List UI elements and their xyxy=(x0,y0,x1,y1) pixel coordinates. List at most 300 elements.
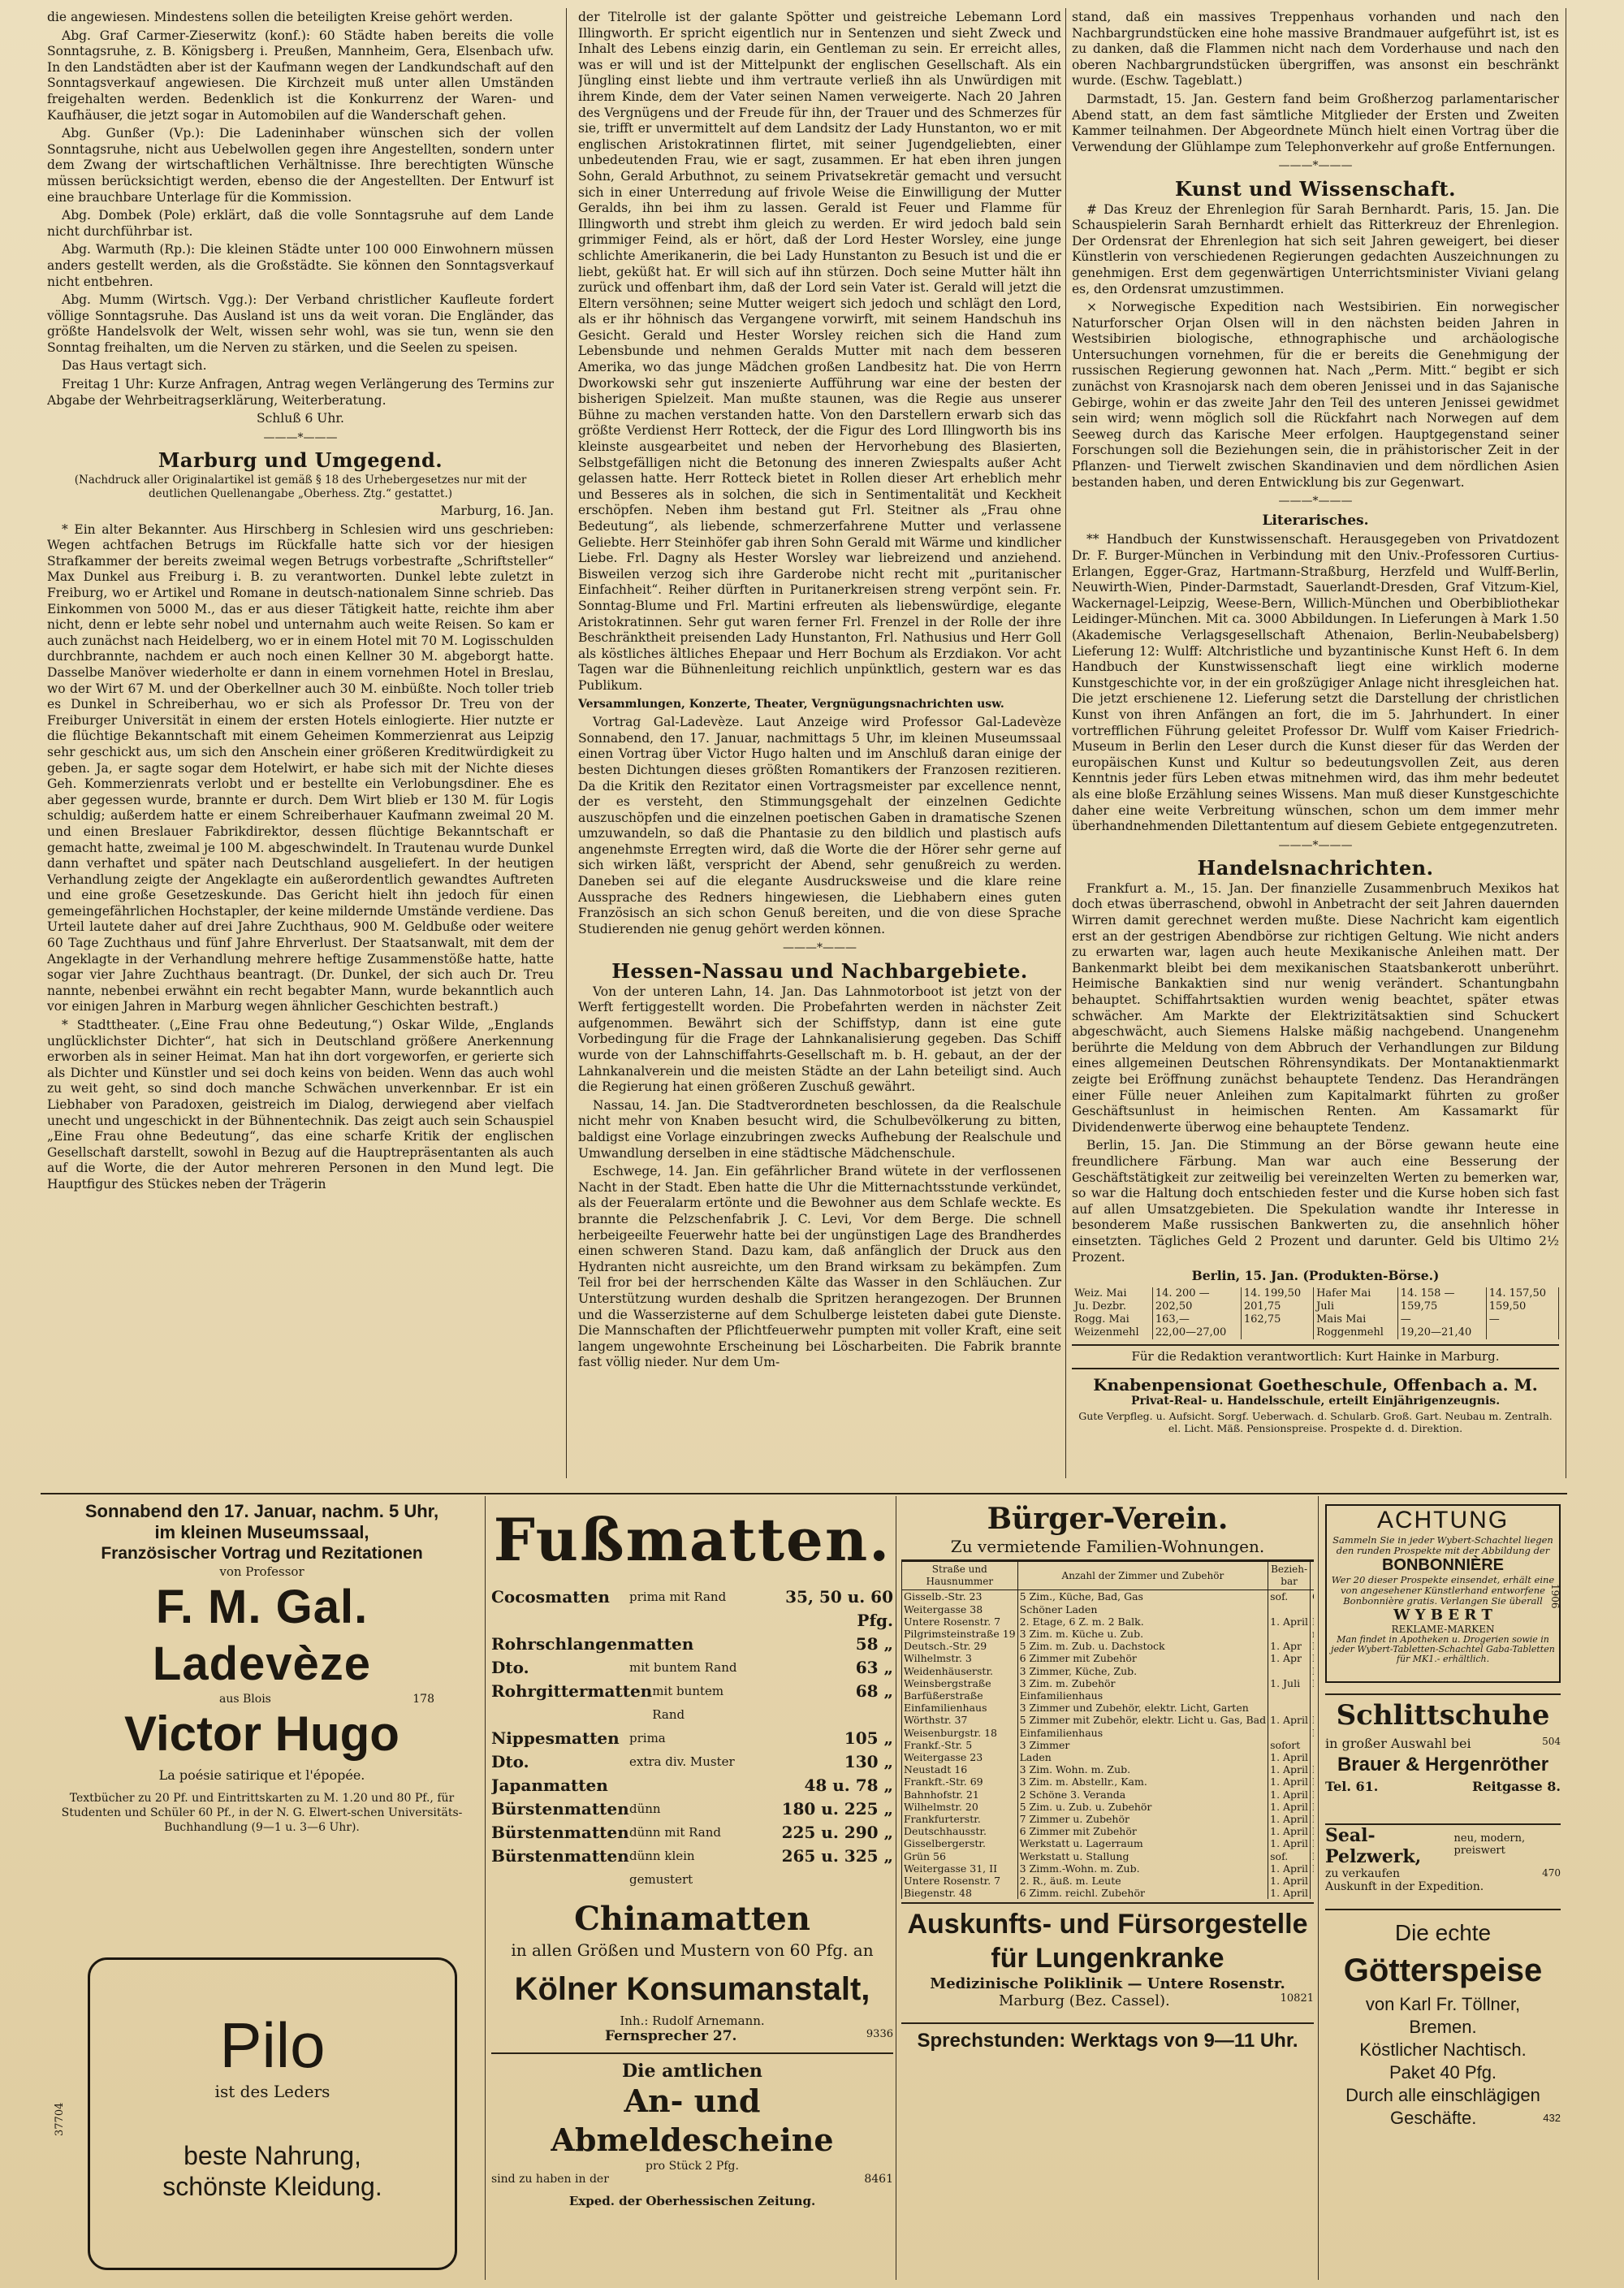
list-item xyxy=(491,1845,893,1892)
table-cell: Einfamilienhaus xyxy=(1017,1689,1268,1702)
item-detail: prima xyxy=(629,1731,666,1745)
pilo-ad xyxy=(88,1957,457,2270)
table-cell: 1. April xyxy=(1268,1813,1311,1825)
clinic-subtitle: für Lungenkranke xyxy=(991,1943,1224,1974)
table-cell xyxy=(1311,1652,1314,1664)
table-cell xyxy=(1241,1326,1313,1339)
column-1 xyxy=(47,10,554,1480)
table-cell xyxy=(1311,1788,1314,1801)
article-paragraph: Schluß 6 Uhr. xyxy=(257,411,344,426)
table-cell: Biegenstr. 48 xyxy=(902,1887,1018,1899)
forms-publisher: Exped. der Oberhessischen Zeitung. xyxy=(568,2194,816,2208)
table-cell: — xyxy=(1397,1313,1486,1326)
item-detail: mit buntem Rand xyxy=(629,1660,737,1675)
table-cell xyxy=(1311,1603,1314,1615)
item-name: Dto. xyxy=(491,1658,529,1677)
table-cell: Hafer Mai xyxy=(1314,1287,1398,1300)
table-row xyxy=(902,1837,1315,1849)
editor-note: Für die Redaktion verantwortlich: Kurt Hainke in Marburg. xyxy=(1072,1344,1559,1370)
item-price: 225 u. 290 „ xyxy=(781,1823,893,1842)
table-cell: 1. April xyxy=(1268,1775,1311,1788)
forms-price: pro Stück 2 Pfg. xyxy=(646,2160,739,2173)
table-cell: Frankft.-Str. 69 xyxy=(902,1775,1018,1788)
forms-row xyxy=(491,2173,893,2186)
article-paragraph: * Stadttheater. („Eine Frau ohne Bedeutung,“) Oskar Wilde, „Englands unglücklichster Dichter“, hat sich in Deutschland größere Anerkennung erworben als in seiner Heimat. Man hat ihn dort vorgeworfen, er gerierte sich als Dichter und Künstler und sei doch keins von beiden. Wenn das auch wohl zu weit geht, so sind doch manche Schwächen unverkennbar. Er ist ein Liebhaber von Paradoxen, geistreich im Dialog, derwiegend aber vielfach unecht und ungeschickt in der Bühnentechnik. Das zeigt auch sein Schauspiel „Eine Frau ohne Bedeutung“, das eine scharfe Kritik der englischen Gesellschaft darstellt, sowohl in Bezug auf die Hauptrepräsentanten als auch auf die Worte, die der Autor mehreren Personen in den Mund legt. Die Hauptfigur des Stückes neben der Trägerin xyxy=(47,1018,554,1192)
list-item xyxy=(491,1797,893,1821)
pilo-tagline: ist des Leders xyxy=(214,2082,330,2101)
table-cell xyxy=(1311,1801,1314,1813)
article-paragraph: Abg. Gunßer (Vp.): Die Ladeninhaber wünschen sich der vollen Sonntagsruhe, nicht aus Uebelwollen gegen ihre Angestellten, sondern unter dem Zwang der wirtschaftlichen Verhältnisse. Ihre berechtigten Wünsche müssen berücksichtigt werden, ebenso die der Angestellten. Der Entwurf ist eine brauchbare Unterlage für die Kommission. xyxy=(47,126,554,205)
clinic-city-row xyxy=(901,1992,1314,2009)
table-cell: Pilgrimsteinstraße 19 xyxy=(902,1628,1018,1640)
item-detail: mit buntem Rand xyxy=(652,1684,724,1722)
ad-code: 1906 xyxy=(1549,1584,1561,1609)
clinic-title: Auskunfts- und Fürsorgestelle xyxy=(907,1909,1308,1940)
table-cell: Einfamilienhaus xyxy=(1017,1727,1268,1739)
article-paragraph: der Titelrolle ist der galante Spötter und geistreiche Lebemann Lord Illingworth. Er spricht eigentlich nur in Sentenzen und sieht Zweck und Inhalt des Lebens einzig darin, ein Gentleman zu sein. Er erreicht alles, was er will und ist der Mittelpunkt der englischen Gesellschaft. Als ein Jüngling einst liebte und ihm vertraute verließ ihn als Unwürdigen mit ihrem Kinde, dem der Vater seinen Namen verweigerte. Nach 20 Jahren des Vergnügens und der Freude für ihn, der Trauer und des Schmerzes für sie, trifft er unvermittelt auf dem Landsitz der Lady Hunstanton, wo er mit englischen Aristokratinnen flirtet, mit seiner Jugendgeliebten, einer unbedeutenden Frau, wie er sagt, zusammen. Er hat eben ihren jungen Sohn, Gerald Arbuthnot, zu seinem Privatsekretär gemacht und versucht sich in einer Unterredung auf frivole Weise die Einwilligung der Mutter Geralds, ihn bei ihm zu lassen. Gerald ist Feuer und Flamme für Illingworth und strebt ihm gleich zu werden. Er wird jedoch bald sein grimmiger Feind, als er hört, daß der Lord Hester Worsley, eine junge schlichte Amerikanerin, die bei Lady Hunstanton zu Besuch ist und die er liebt, geküßt hat. Er will sich auf ihn stürzen. Doch seine Mutter hält ihn zurück und offenbart ihm, daß der Lord sein Vater ist. Gerald will jetzt die Eltern versöhnen; seine Mutter weigert sich jedoch und schlägt den Lord, als er ihr höhnisch das Vergangene vorwirft, mit seinem Handschuh ins Gesicht. Gerald und Hester Worsley reichen sich die Hand zum Lebensbunde und nehmen Geralds Mutter mit nach dem besseren Amerika, wo das junge Mädchen großen Landbesitz hat. Die von Herrn Dworkowski sehr gut inszenierte Aufführung war eine der besten der bisherigen Spielzeit. Man mußte staunen, was die Regie aus unserer Bühne zu machen verstanden hatte. Von den Darstellern erwarb sich das größte Verdienst Herr Rotteck, der die Figur des Lord Illingworth bis ins kleinste ausgearbeitet und neben der Hervorhebung des Blasierten, Selbstgefälligen nicht die Betonung des inneren Zwiespalts außer Acht gelassen hatte. Herr Rotteck bietet in Rollen dieser Art erheblich mehr und Besseres als in solchen, die sich in Sentimentalität und Keckheit erschöpfen. Neben ihm bestand gut Frl. Steitner als „Frau ohne Bedeutung“, als liebende, schmerzerfahrene Mutter und verlassene Geliebte. Herr Steinhöfer gab ihren Sohn Gerald mit Wärme und kindlicher Liebe. Frl. Dagny als Hester Worsley war liebreizend und anziehend. Bisweilen verzog sich ihre Garderobe nicht recht mit „puritanischer Einfachheit“. Reiher dürften in Puritanerkreisen streng verpönt sein. Fr. Sonntag-Blume und Frl. Martini erfreuten als liebenswürdige, elegante Aristokratinnen. Sehr gut waren ferner Frl. Frenzel in der Rolle der ihre Beschränktheit preisenden Lady Hunstanton, Frl. Nathusius und Herr Goll als köstliches ältliches Ehepaar und Herr Bochum als Erzdiakon. Vor acht Tagen war die Bühnenleitung reichlich unpünktlich, gestern war es das Publikum. xyxy=(578,10,1061,693)
item-name: Japanmatten xyxy=(491,1775,608,1795)
table-cell xyxy=(1311,1714,1314,1726)
article-paragraph: ** Handbuch der Kunstwissenschaft. Herausgegeben von Privatdozent Dr. F. Burger-München in Verbindung mit den Univ.-Professoren Curtius-Erlangen, Egger-Graz, Hartmann-Straßburg, Herzfeld und Wulff-Berlin, Neuwirth-Wien, Pinder-Darmstadt, Sauerlandt-Dresden, Graf Vitzum-Kiel, Wackernagel-Leipzig, Weese-Bern, Willich-München und Oberbibliothekar Leidinger-München. Mit ca. 3000 Abbildungen. In Lieferungen à Mark 1.50 (Akademische Verlagsgesellschaft Athenaion, Berlin-Neubabelsberg) Lieferung 12: Wulff: Altchristliche und byzantinische Kunst Heft 6. In dem Handbuch der Kunstwissenschaft liegt eine wirklich moderne Kunstgeschichte vor, in der ein großzügiger Anlage nicht ihresgleichen hat. Die jetzt erschienene 12. Lieferung setzt die Darstellung der christlichen Kunst von ihren Anfängen an fort, die im 5. Jahrhundert. In einer vortrefflichen Führung geleitet Professor Dr. Wulff vom Kaiser Friedrich-Museum in Berlin den Leser durch die Kunst dieser für das Werden der europäischen Kunst und Kultur so bedeutungsvollen Zeit, aus deren Kenntnis jeder fürs Leben etwas mitnehmen wird, das ihm mehr bedeutet als eine bloße Erzählung seines Wissens. Man muß dieser Kunstgeschichte daher eine weite Verbreitung wünschen, schon um dem immer mehr überhandnehmenden Dilettantentum auf diesem Gebiete entgegenzutreten. xyxy=(1072,532,1559,834)
mats-ad xyxy=(491,1501,893,2273)
school-ad xyxy=(1072,1375,1559,1434)
item-price: 68 „ xyxy=(855,1681,893,1701)
section-heading: Hessen-Nassau und Nachbargebiete. xyxy=(611,959,1028,984)
table-cell xyxy=(1311,1813,1314,1825)
article-paragraph: Von der unteren Lahn, 14. Jan. Das Lahnmotorboot ist jetzt von der Werft fertiggestellt worden. Die Probefahrten werden in nächster Zeit aufgenommen. Bewährt sich der Schiffstyp, dann ist eine gute Vorbedingung für die Frage der Lahnkanalisierung gegeben. Das Schiff wurde von der Lahnschiffahrts-Gesellschaft m. b. H. gebaut, an der der Lahnkanalverein und die meisten Städte an der Lahn beteiligt sind. Auch die Regierung hat einen größeren Zuschuß gewährt. xyxy=(578,984,1061,1095)
table-row xyxy=(902,1702,1315,1714)
mats-price-list xyxy=(491,1585,893,1892)
item-price: 63 „ xyxy=(855,1658,893,1677)
table-row xyxy=(902,1850,1315,1862)
table-cell: Schöner Laden xyxy=(1017,1603,1268,1615)
separator: ———*——— xyxy=(263,430,338,444)
table-cell xyxy=(1268,1727,1311,1739)
table-cell: 1. April xyxy=(1268,1788,1311,1801)
table-cell: Werkstatt u. Stallung xyxy=(1017,1850,1268,1862)
clinic-city: Marburg (Bez. Cassel). xyxy=(999,1992,1170,2010)
table-row xyxy=(902,1788,1315,1801)
item-detail xyxy=(693,1633,755,1656)
list-item xyxy=(491,1727,893,1750)
article-paragraph: Nassau, 14. Jan. Die Stadtverordneten beschlossen, da die Realschule nicht mehr von Knaben besucht wird, die Schulbevölkerung zu bitten, baldigst eine Vorlage einzubringen zwecks Aufhebung der Realschule und Umwandlung derselben in eine städtische Mädchenschule. xyxy=(578,1097,1061,1161)
skates-title: Schlittschuhe xyxy=(1336,1699,1550,1732)
table-cell: 2 Schöne 3. Veranda xyxy=(1017,1788,1268,1801)
item-detail xyxy=(629,1774,755,1797)
pudding-claim: Köstlicher Nachtisch. xyxy=(1359,2039,1527,2060)
table-cell: Frankfurterstr. xyxy=(902,1813,1018,1825)
table-cell: Laden xyxy=(1017,1751,1268,1763)
table-row xyxy=(902,1775,1315,1788)
table-cell xyxy=(1311,1628,1314,1640)
table-cell: Untere Rosenstr. 7 xyxy=(902,1615,1018,1628)
table-cell: 6 Zimmer mit Zubehör xyxy=(1017,1825,1268,1837)
table-cell: 3 Zim. m. Abstellr., Kam. xyxy=(1017,1775,1268,1788)
ad-code: 8461 xyxy=(864,2173,893,2186)
article-paragraph: Freitag 1 Uhr: Kurze Anfragen, Antrag wegen Verlängerung des Termins zur Abgabe der Wehrbeitragserklärung, Weiterberatung. xyxy=(47,377,554,408)
lecture-by: von Professor xyxy=(219,1564,304,1579)
table-cell: Untere Rosenstr. 7 xyxy=(902,1875,1018,1887)
item-price: 130 „ xyxy=(844,1752,893,1771)
article-paragraph: Eschwege, 14. Jan. Ein gefährlicher Brand wütete in der verflossenen Nacht in der Stadt. Eben hatte die Uhr die Mitternachtsstunde verkündet, als der Feueralarm ertönte und die Bewohner aus dem Schlafe weckte. Es brannte die Pelzschenfabrik J. C. Levi, Vor dem Berge. Die schnell herbeigeeilte Feuerwehr hatte bei der ungünstigen Lage des Brandherdes einen schweren Stand. Dazu kam, daß anfänglich der Druck aus den Hydranten nicht ausreichte, um den Brand wirksam zu bekämpfen. Zum Teil fror bei der herrschenden Kälte das Wasser in den Schläuchen. Zur Unterstützung wurden deshalb die Spritzen herangezogen. Der Brunnen und die Wasserzisterne auf dem Schulberge leisteten dabei gute Dienste. Die Mannschaften der Pflichtfeuerwehr pumpten mit voller Kraft, eine seit langem ungewohnte Erscheinung bei Löscharbeiten. Die Fabrik brannte fast völlig nieder. Nur dem Um- xyxy=(578,1164,1061,1370)
forms-line: Die amtlichen xyxy=(622,2061,762,2082)
fur-subtitle: neu, modern, preiswert xyxy=(1453,1832,1526,1857)
skates-address: Reitgasse 8. xyxy=(1472,1779,1561,1794)
lecture-ad xyxy=(41,1501,483,1940)
wybert-ad xyxy=(1325,1504,1561,1683)
table-row xyxy=(902,1677,1315,1689)
separator: ———*——— xyxy=(1278,159,1353,173)
table-cell: 1. Juli xyxy=(1268,1677,1311,1689)
article-paragraph: stand, daß ein massives Treppenhaus vorhanden und nach den Nachbargrundstücken eine hohe massive Brandmauer aufgeführt ist, ist es zu danken, daß die Flammen nicht nach dem Vorderhause und nach den oberen Nachbargrundstücken übergriffen, was ansonst ein beschränkt wurde. (Eschw. Tageblatt.) xyxy=(1072,10,1559,89)
skates-phone: Tel. 61. xyxy=(1325,1779,1379,1794)
table-cell: sof. xyxy=(1268,1850,1311,1862)
stock-table xyxy=(1072,1287,1559,1339)
table-cell: sof. xyxy=(1268,1590,1311,1603)
table-cell: Wilhelmstr. 3 xyxy=(902,1652,1018,1664)
table-cell xyxy=(1311,1702,1314,1714)
lecture-origin: aus Blois xyxy=(219,1693,271,1706)
table-cell: 2. Etage, 6 Z. m. 2 Balk. xyxy=(1017,1615,1268,1628)
table-cell: 14. 200 — xyxy=(1152,1287,1241,1300)
article-paragraph: Abg. Mumm (Wirtsch. Vgg.): Der Verband christlicher Kaufleute fordert völlige Sonntagsruhe. Das Ausland ist uns da weit voran. Die Engländer, das größte Handelsvolk der Welt, wissen sehr wohl, was sie tun, wenn sie den Sonntag freihalten, um die Nerven zu stärken, und die Seelen zu speisen. xyxy=(47,292,554,355)
table-cell: Mais Mai xyxy=(1314,1313,1398,1326)
company-name: Kölner Konsumanstalt, xyxy=(514,1971,870,2007)
table-cell xyxy=(1311,1763,1314,1775)
section-heading: Literarisches. xyxy=(1262,512,1369,529)
table-cell: 1. April xyxy=(1268,1763,1311,1775)
table-row xyxy=(902,1714,1315,1726)
table-header-row xyxy=(902,1562,1315,1590)
achtung-title: ACHTUNG xyxy=(1376,1507,1510,1533)
table-row xyxy=(902,1615,1315,1628)
table-row xyxy=(902,1875,1315,1887)
article-paragraph: Vortrag Gal-Ladevèze. Laut Anzeige wird Professor Gal-Ladevèze Sonnabend, den 17. Januar, nachmittags 5 Uhr, im kleinen Museumssaal einen Vortrag über Victor Hugo halten und im Anschluß daran einige der besten Dichtungen dieses größten Romantikers der Franzosen rezitieren. Da die Kritik den Rezitator einen Vortragsmeister par excellence nennt, der es versteht, den Stimmungsgehalt der einzelnen Gedichte auszuschöpfen und die einzelnen poetischen Gaben in dramatische Szenen umzuwandeln, so daß die Phantasie zu den bildlich und plastisch aufs angenehmste Erregten wird, daß die Worte die der Hörer sehr gerne auf sich wirken läßt, verspricht der Abend, sehr genußreich zu werden. Daneben sei auf die elegante Ausdrucksweise und die klare reine Aussprache des Redners hingewiesen, die Liebhabern eines guten Französisch an sich schon Genuß bereiten, und die von diese Sprache Studierenden nie genug gehört werden können. xyxy=(578,715,1061,936)
table-row xyxy=(902,1603,1315,1615)
skates-ad xyxy=(1325,1693,1561,1817)
table-cell: Bahnhofstr. 21 xyxy=(902,1788,1018,1801)
table-cell: Roggenmehl xyxy=(1314,1326,1398,1339)
dateline: Marburg, 16. Jan. xyxy=(440,504,554,519)
ad-code: 504 xyxy=(1542,1736,1561,1747)
article-paragraph: Darmstadt, 15. Jan. Gestern fand beim Großherzog parlamentarischer Abend statt, an dem fast sämtliche Mitglieder der Ersten und Zweiten Kammer teilnahmen. Der Abgeordnete Münch hielt einen Vortrag über die Verwendung der Glühlampe zum Telephonverkehr auf große Entfernungen. xyxy=(1072,91,1559,154)
table-cell: 1. April xyxy=(1268,1825,1311,1837)
table-cell: 1. April xyxy=(1268,1751,1311,1763)
pudding-title: Götterspeise xyxy=(1343,1953,1543,1988)
table-row xyxy=(902,1763,1315,1775)
table-cell: Neustadt 16 xyxy=(902,1763,1018,1775)
lecture-origin-row xyxy=(41,1693,483,1706)
column-rule xyxy=(1065,8,1066,1478)
article-paragraph: die angewiesen. Mindestens sollen die beteiligten Kreise gehört werden. xyxy=(47,10,513,24)
company-owner: Inh.: Rudolf Arnemann. xyxy=(620,2013,765,2028)
table-cell: 3 Zimmer xyxy=(1017,1739,1268,1751)
table-cell: 5 Zimmer mit Zubehör, elektr. Licht u. Gas, Bad xyxy=(1017,1714,1268,1726)
wybert-brand: W Y B E R T xyxy=(1393,1607,1492,1624)
events-heading: Versammlungen, Konzerte, Theater, Vergnügungsnachrichten usw. xyxy=(578,697,1004,711)
table-row xyxy=(902,1862,1315,1875)
item-detail: extra div. Muster xyxy=(629,1754,735,1769)
item-name: Bürstenmatten xyxy=(491,1846,629,1866)
china-mats-sub: in allen Größen und Mustern von 60 Pfg. an xyxy=(511,1940,874,1960)
list-item xyxy=(491,1680,893,1727)
buerger-verein-ad xyxy=(901,1501,1314,2277)
school-body: Gute Verpfleg. u. Aufsicht. Sorgf. Ueberwach. d. Schularb. Groß. Gart. Neubau m. Zentralh. el. Licht. Mäß. Pensionspreise. Prospekte d. d. Direktion. xyxy=(1078,1409,1553,1434)
table-cell: 1. April xyxy=(1268,1837,1311,1849)
table-cell xyxy=(1311,1677,1314,1689)
achtung-brand: BONBONNIÈRE xyxy=(1381,1556,1504,1574)
table-cell xyxy=(1311,1590,1314,1603)
table-cell: 14. 199,50 xyxy=(1241,1287,1313,1300)
list-item xyxy=(491,1633,893,1656)
table-row xyxy=(902,1665,1315,1677)
item-name: Bürstenmatten xyxy=(491,1799,629,1819)
wybert-marks: REKLAME-MARKEN xyxy=(1391,1624,1495,1635)
table-cell xyxy=(1268,1702,1311,1714)
fur-line: Auskunft in der Expedition. xyxy=(1325,1880,1484,1893)
clinic-hours: Sprechstunden: Werktags von 9—11 Uhr. xyxy=(901,2022,1314,2053)
lecture-type: Französischer Vortrag und Rezitationen xyxy=(101,1544,423,1563)
lecture-subject: Victor Hugo xyxy=(124,1706,400,1761)
table-cell xyxy=(1311,1850,1314,1862)
lecture-venue: im kleinen Museumssaal, xyxy=(154,1522,369,1542)
copyright-note: (Nachdruck aller Originalartikel ist gemäß § 18 des Urhebergesetzes nur mit der deutlichen Quellenangabe „Oberhess. Ztg.“ gestattet.) xyxy=(74,474,527,501)
table-row xyxy=(902,1751,1315,1763)
item-name: Rohrschlangenmatten xyxy=(491,1634,694,1654)
table-row xyxy=(1072,1313,1559,1326)
buerger-subtitle: Zu vermietende Familien-Wohnungen. xyxy=(901,1537,1314,1561)
column-header xyxy=(1311,1562,1314,1590)
table-cell: Rogg. Mai xyxy=(1072,1313,1152,1326)
table-cell: Frankf.-Str. 5 xyxy=(902,1739,1018,1751)
skates-subtitle: in großer Auswahl bei xyxy=(1325,1736,1471,1751)
table-cell: Gisselb.-Str. 23 xyxy=(902,1590,1018,1603)
separator: ———*——— xyxy=(783,941,857,955)
separator: ———*——— xyxy=(1278,495,1353,508)
table-cell: 1. Apr xyxy=(1268,1652,1311,1664)
table-cell: 1. April xyxy=(1268,1862,1311,1875)
table-cell: Deutsch.-Str. 29 xyxy=(902,1640,1018,1652)
table-cell: 202,50 xyxy=(1152,1300,1241,1313)
pudding-intro: Die echte xyxy=(1394,1920,1492,1945)
lecture-date: Sonnabend den 17. Januar, nachm. 5 Uhr, xyxy=(84,1501,439,1521)
table-cell xyxy=(1311,1875,1314,1887)
table-row xyxy=(902,1727,1315,1739)
fur-title-row xyxy=(1325,1825,1561,1867)
table-cell: 162,75 xyxy=(1241,1313,1313,1326)
school-subtitle: Privat-Real- u. Handelsschule, erteilt Einjährigenzeugnis. xyxy=(1130,1394,1501,1408)
article-paragraph: * Ein alter Bekannter. Aus Hirschberg in Schlesien wird uns geschrieben: Wegen achtfachen Betrugs im Rückfalle hatte sich vor der hiesigen Strafkammer der bereits zweimal wegen Betrugs vorbestrafte „Schriftsteller“ Max Dunkel aus Freiburg i. B. zu verantworten. Dunkel lebte zuletzt in Freiburg, wo er Artikel und Romane in deutsch-nationalem Sinne schrieb. Das Einkommen von 5000 M., das er aus dieser Tätigkeit hatte, reichte ihm aber nicht, denn er lebte sehr nobel und unternahm auch weite Reisen. So kam er auch zunächst nach Heidelberg, wo er in einem Hotel mit 70 M. Logisschulden durchbrannte, nachdem er auch noch einen Kellner 30 M. abgeborgt hatte. Dasselbe Manöver wiederholte er dann in einem vornehmen Hotel in Breslau, wo der Wirt 67 M. und der Oberkellner auch 30 M. einbüßte. Noch toller trieb es Dunkel in Schreiberhau, wo er sich als Professor Dr. Treu von der Freiburger Universität in einem der ersten Hotels einlogierte. Hier nutzte er die flüchtige Bekanntschaft mit einem Geheimen Kommerzienrat aus Leipzig sehr geschickt aus, um sich den Anschein einer größeren Kreditwürdigkeit zu geben. Ja, er sagte sogar dem Hotelwirt, er habe sich mit der Nichte dieses Geh. Kommerzienrats verlobt und er bestellte ein Verlobungsdiner. Ehe es aber gegessen wurde, brannte er durch. Dem Wirt blieb er 130 M. für Logis schuldig; außerdem hatte er einem Schreiberhauer Kaufmann zweimal 20 M. und einen Breslauer Fabrikdirektor, dessen flüchtige Bekanntschaft er gemacht hatte, zweimal je 100 M. abgeschwindelt. In Trautenau wurde Dunkel dann verhaftet und später nach Deutschland ausgeliefert. In der heutigen Verhandlung zeigte der Angeklagte ein außerordentlich gewandtes Auftreten und eine große Gesetzeskunde. Das Gericht hielt ihn jedoch für einen gemeingefährlichen Hochstapler, der keine mildernde Umstände verdiene. Das Urteil lautete daher auf drei Jahre Zuchthaus, 900 M. Geldbuße oder weitere 60 Tage Zuchthaus und fünf Jahre Ehrverlust. Der Staatsanwalt, mit dem der Angeklagte in der Verhandlung mehrere heftige Zusammenstöße hatte, hatte sogar vier Jahre Zuchthaus beantragt. (Dr. Dunkel, der sich auch Dr. Treu nannte, nebenbei erwähnt ein recht begabter Mann, wurde bekanntlich auch vor einigen Jahren in Marburg wegen ähnlicher Geschichten bestraft.) xyxy=(47,521,554,1014)
item-detail: dünn mit Rand xyxy=(629,1825,722,1840)
table-cell: 201,75 xyxy=(1241,1300,1313,1313)
table-row xyxy=(902,1640,1315,1652)
item-price: 58 „ xyxy=(855,1634,893,1654)
lecture-subtitle: La poésie satirique et l'épopée. xyxy=(158,1767,365,1783)
table-row xyxy=(902,1801,1315,1813)
table-cell: 5 Zim., Küche, Bad, Gas xyxy=(1017,1590,1268,1603)
pudding-row xyxy=(1325,2107,1561,2130)
list-item xyxy=(491,1656,893,1680)
table-cell: Weidenhäuserstr. xyxy=(902,1665,1018,1677)
table-cell xyxy=(1268,1689,1311,1702)
table-cell: Juli xyxy=(1314,1300,1398,1313)
table-cell: 7 Zimmer u. Zubehör xyxy=(1017,1813,1268,1825)
table-cell: 6 Zimmer mit Zubehör xyxy=(1017,1652,1268,1664)
table-cell: Weitergasse 23 xyxy=(902,1751,1018,1763)
article-paragraph: Berlin, 15. Jan. Die Stimmung an der Börse gewann heute eine freundlichere Färbung. Man war auch eine Besserung der Geschäftstätigkeit zur zeitweilig bei vereinzelten Werten zu bemerken war, so war die Haltung doch entschieden fester und die Kurse hoben sich fast auf allen Umsatzgebieten. Die Spekulation wandte ihr Interesse in besonderem Maße russischen Bankwerten zu, die ansehnlich höher einsetzten. Tägliches Geld 2 Prozent und darunter. Geld bis Ultimo 2½ Prozent. xyxy=(1072,1138,1559,1265)
list-item xyxy=(491,1774,893,1797)
table-cell: Weinsbergstraße xyxy=(902,1677,1018,1689)
pudding-price: Paket 40 Pfg. xyxy=(1389,2062,1497,2083)
company-phone-row xyxy=(491,2028,893,2044)
item-name: Cocosmatten xyxy=(491,1587,610,1607)
skates-sub-row xyxy=(1325,1736,1561,1751)
forms-ad xyxy=(491,2052,893,2208)
section-heading: Handelsnachrichten. xyxy=(1197,856,1434,880)
item-detail: prima mit Rand xyxy=(629,1589,727,1604)
article-paragraph: Frankfurt a. M., 15. Jan. Der finanzielle Zusammenbruch Mexikos hat doch etwas überraschend, obwohl in Anbetracht der seit Jahren dauernden Wirren damit gerechnet werden mußte. Diese Nachricht kam eigentlich erst an der gestrigen Abendbörse zur richtigen Geltung. Wie nicht anders zu erwarten war, lagen auch heute Mexikanische Anleihen matt. Der Bankenmarkt bleibt bei dem mexikanischen Staatsbankerott unberührt. Heimische Bankaktien sind nur wenig verändert. Schantungbahn behauptet. Schiffahrtsaktien wurden wenig beachtet, später etwas schwächer. Am Markte der Elektrizitätsaktien sind Schuckert abgeschwächt, auch Siemens Halske mäßig nachgebend. Unangenehm berührte die Meldung von dem Abbruch der Verhandlungen zur Bildung eines allgemeinen Deutschen Röhrensyndikats. Der Montanaktienmarkt zeigte bei Eröffnung zunächst behauptete Tendenz. Das Herandrängen einer Fülle neuer Anleihen zum Kapitalmarkt führten zu großer Geschäftsunlust in heimischen Renten. Am Kassamarkt für Dividendenwerte überwog eine behauptete Tendenz. xyxy=(1072,880,1559,1135)
separator: ———*——— xyxy=(1278,838,1353,852)
table-row xyxy=(902,1739,1315,1751)
column-header: Bezieh-bar xyxy=(1268,1562,1311,1590)
table-row xyxy=(1072,1326,1559,1339)
achtung-body: Sammeln Sie in jeder Wybert-Schachtel liegen den runden Prospekte mit der Abbildung der xyxy=(1332,1534,1553,1556)
table-row xyxy=(902,1590,1315,1603)
item-detail: dünn klein gemustert xyxy=(629,1849,695,1887)
pudding-maker: von Karl Fr. Töllner, xyxy=(1365,1994,1521,2014)
ad-code: 432 xyxy=(1543,2112,1561,2124)
table-row xyxy=(902,1689,1315,1702)
fur-line: zu verkaufen xyxy=(1325,1867,1401,1880)
table-cell xyxy=(1268,1628,1311,1640)
mats-title: Fußmatten. xyxy=(493,1505,892,1574)
table-cell: 3 Zimmer, Küche, Zub. xyxy=(1017,1665,1268,1677)
table-cell: — xyxy=(1486,1313,1558,1326)
pudding-ad xyxy=(1325,1909,1561,2276)
table-row xyxy=(902,1825,1315,1837)
table-cell xyxy=(1311,1615,1314,1628)
lecturer-name: F. M. Gal. Ladevèze xyxy=(152,1581,372,1690)
table-cell: Weitergasse 38 xyxy=(902,1603,1018,1615)
section-heading: Kunst und Wissenschaft. xyxy=(1175,176,1456,201)
table-cell: 3 Zim. m. Küche u. Zub. xyxy=(1017,1628,1268,1640)
list-item xyxy=(491,1585,893,1633)
table-cell: 5 Zim. u. Zub. u. Zubehör xyxy=(1017,1801,1268,1813)
ad-code: 37704 xyxy=(54,2102,66,2136)
table-cell: Weizenmehl xyxy=(1072,1326,1152,1339)
table-row xyxy=(902,1628,1315,1640)
article-paragraph: × Norwegische Expedition nach Westsibirien. Ein norwegischer Naturforscher Orjan Olsen will in den nächsten beiden Jahren in Westsibirien biologische, ethnographische und archäologische Untersuchungen vornehmen, für die er bereits die Genehmigung der russischen Regierung gewonnen hat. Nach „Perm. Mitt.“ begibt er sich zunächst von Krasnojarsk nach dem oberen Jenissei und in das Sajanische Gebirge, wohin er das zweite Jahr den Teil des unteren Jenissei gewidmet sein wird; wenn möglich soll die Rückfahrt nach Norwegen auf dem Seeweg durch das Karische Meer erfolgen. Hauptgegenstand seiner Forschungen soll die Beziehungen sein, die in prähistorischer Zeit in der Pflanzen- und Tierwelt zwischen Skandinavien und dem nördlichen Asien bestanden haben, und deren Entwicklung bis zur Gegenwart. xyxy=(1072,300,1559,490)
table-cell xyxy=(1311,1751,1314,1763)
table-row xyxy=(902,1887,1315,1899)
table-cell: Einfamilienhaus xyxy=(902,1702,1018,1714)
item-price: 180 u. 225 „ xyxy=(781,1799,893,1819)
pilo-slogan: schönste Kleidung. xyxy=(162,2172,382,2201)
achtung-body: Wer 20 dieser Prospekte einsendet, erhält eine von angesehener Künstlerhand entworfene Bonbonnière gratis. Verlangen Sie überall xyxy=(1331,1574,1555,1607)
table-cell: 159,75 xyxy=(1397,1300,1486,1313)
column-rule xyxy=(566,8,567,1478)
fur-title: Seal-Pelzwerk, xyxy=(1325,1825,1422,1867)
skates-firm: Brauer & Hergenröther xyxy=(1337,1754,1549,1775)
ad-rule xyxy=(485,1496,486,2280)
table-cell xyxy=(1311,1887,1314,1899)
table-cell: Ju. Dezbr. xyxy=(1072,1300,1152,1313)
fur-coat-ad xyxy=(1325,1823,1561,1906)
ad-rule xyxy=(1318,1496,1319,2280)
company-phone: Fernsprecher 27. xyxy=(605,2028,737,2044)
stock-title: Berlin, 15. Jan. (Produkten-Börse.) xyxy=(1191,1268,1440,1284)
column-2 xyxy=(578,10,1061,1480)
article-paragraph: Abg. Dombek (Pole) erklärt, daß die volle Sonntagsruhe auf dem Lande nicht durchführbar ist. xyxy=(47,208,554,239)
table-cell: 159,50 xyxy=(1486,1300,1558,1313)
table-cell: 1. April xyxy=(1268,1887,1311,1899)
clinic-address: Medizinische Poliklinik — Untere Rosenstr. xyxy=(930,1975,1285,1993)
skates-contact-row xyxy=(1325,1779,1561,1794)
table-cell: 163,— xyxy=(1152,1313,1241,1326)
table-cell xyxy=(1486,1326,1558,1339)
ads-rule xyxy=(41,1493,1567,1494)
table-cell: 1. April xyxy=(1268,1615,1311,1628)
tb-clinic-ad xyxy=(901,1902,1314,2053)
section-heading: Marburg und Umgegend. xyxy=(158,448,443,473)
table-cell: 1. April xyxy=(1268,1801,1311,1813)
fur-row xyxy=(1325,1867,1561,1880)
table-cell: 3 Zimmer und Zubehör, elektr. Licht, Garten xyxy=(1017,1702,1268,1714)
table-cell: Weisenburgstr. 18 xyxy=(902,1727,1018,1739)
article-paragraph: Abg. Graf Carmer-Zieserwitz (konf.): 60 Städte haben bereits die volle Sonntagsruhe, z. B. Königsberg i. Preußen, Mannheim, Gera, Elsenbach ufw. In den Landstädten aber ist der Kaufmann wegen der Landkundschaft auf den Sonntagsverkauf angewiesen. Die Kirchzeit muß unter allen Umständen freigehalten werden. Bedenklich ist die Konkurrenz der Waren- und Kaufhäuser, die jetzt sogar in Automobilen auf die Wanderschaft gehen. xyxy=(47,28,554,123)
table-cell: Gisselbergerstr. xyxy=(902,1837,1018,1849)
pudding-availability: Geschäfte. xyxy=(1390,2108,1477,2128)
pilo-slogan: beste Nahrung, xyxy=(184,2141,361,2170)
table-cell: 1. Apr xyxy=(1268,1640,1311,1652)
column-3 xyxy=(1072,10,1559,1480)
item-price: 48 u. 78 „ xyxy=(804,1775,893,1795)
achtung-body: Man findet in Apotheken u. Drogerien sowie in jeder Wybert-Tabletten-Schachtel Gaba-Tabletten für MK1.- erhältlich. xyxy=(1331,1634,1555,1664)
table-cell: 2. R., äuß. m. Leute xyxy=(1017,1875,1268,1887)
table-cell: Wörthstr. 37 xyxy=(902,1714,1018,1726)
table-cell: Barfüßerstraße xyxy=(902,1689,1018,1702)
item-price: 35, 50 u. 60 Pfg. xyxy=(785,1587,893,1630)
apartments-body xyxy=(902,1590,1315,1900)
ad-code: 9336 xyxy=(866,2028,893,2040)
table-cell xyxy=(1311,1837,1314,1849)
pilo-brand: Pilo xyxy=(219,2009,326,2081)
table-cell: Weitergasse 31, II xyxy=(902,1862,1018,1875)
table-cell xyxy=(1311,1739,1314,1751)
article-paragraph: Abg. Warmuth (Rp.): Die kleinen Städte unter 100 000 Einwohnern müssen anders gestellt werden, als die Großstädte. Sie können den Sonntagsverkauf nicht entbehren. xyxy=(47,242,554,289)
ad-code: 10821 xyxy=(1280,1992,1314,2005)
article-paragraph: Das Haus vertagt sich. xyxy=(62,358,207,374)
table-row xyxy=(1072,1300,1559,1313)
table-row xyxy=(1072,1287,1559,1300)
table-row xyxy=(902,1652,1315,1664)
table-cell: 19,20—21,40 xyxy=(1397,1326,1486,1339)
table-cell: Grün 56 xyxy=(902,1850,1018,1862)
table-cell: Werkstatt u. Lagerraum xyxy=(1017,1837,1268,1849)
table-cell xyxy=(1311,1727,1314,1739)
item-detail: dünn xyxy=(629,1801,661,1816)
table-cell xyxy=(1311,1775,1314,1788)
table-cell: Deutschhausstr. xyxy=(902,1825,1018,1837)
forms-title: An- und Abmeldescheine xyxy=(551,2083,834,2158)
table-cell: 5 Zim. m. Zub. u. Dachstock xyxy=(1017,1640,1268,1652)
table-cell: 3 Zim. Wohn. m. Zub. xyxy=(1017,1763,1268,1775)
table-cell: 1. April xyxy=(1268,1875,1311,1887)
table-cell: sofort xyxy=(1268,1739,1311,1751)
china-mats-title: Chinamatten xyxy=(574,1900,810,1938)
lecture-tickets: Textbücher zu 20 Pf. und Eintrittskarten zu M. 1.20 und 80 Pf., für Studenten und Schüler 60 Pf., in der N. G. Elwert-schen Universitäts-Buchhandlung (9—1 u. 3—6 Uhr). xyxy=(61,1792,463,1834)
table-cell xyxy=(1311,1665,1314,1677)
